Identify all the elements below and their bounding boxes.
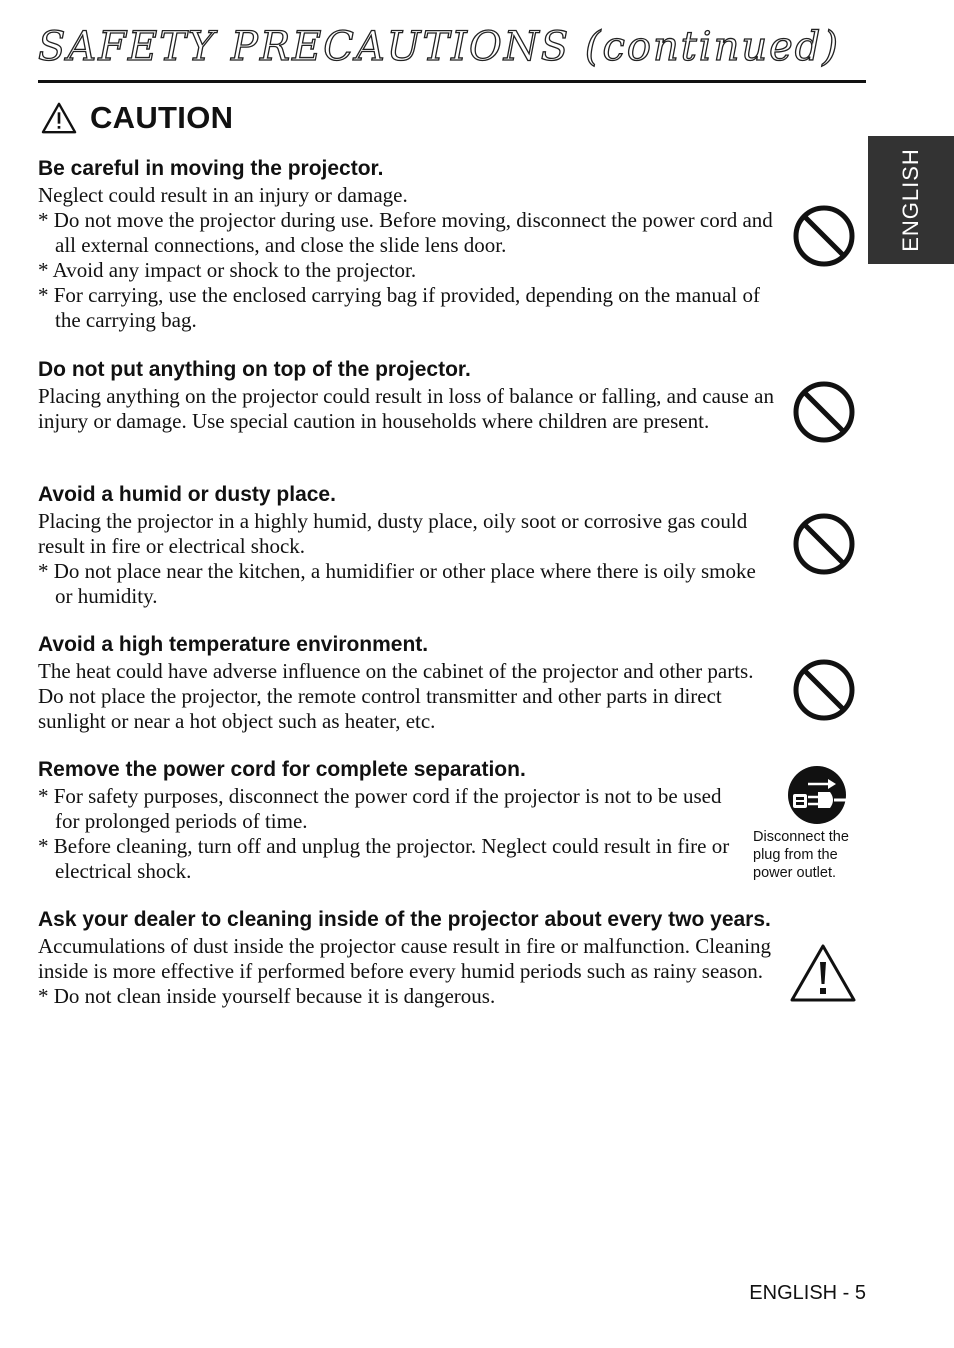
section-text: Accumulations of dust inside the projector cause result in fire or malfunction. Cleaning inside is more effective if performed before every humid periods such as rainy season. <box>38 934 772 983</box>
section-bullet: * Before cleaning, turn off and unplug the projector. Neglect could result in fire or electrical shock. <box>38 834 730 883</box>
unplug-icon <box>786 764 848 826</box>
section-humid-dusty <box>38 482 778 609</box>
section-bullet: * Do not clean inside yourself because it is dangerous. <box>38 984 496 1008</box>
language-tab-label: ENGLISH <box>898 148 923 252</box>
unplug-icon-caption: Disconnect the plug from the power outlet. <box>753 829 849 881</box>
section-bullet: * For carrying, use the enclosed carrying bag if provided, depending on the manual of the carrying bag. <box>38 283 760 332</box>
prohibition-icon <box>792 380 856 444</box>
caution-triangle-icon <box>40 101 78 135</box>
language-tab <box>868 136 954 264</box>
title-divider <box>38 80 866 83</box>
prohibition-icon <box>792 204 856 268</box>
caution-header <box>40 100 233 136</box>
section-dealer-cleaning <box>38 907 773 1009</box>
section-heading: Do not put anything on top of the projector. <box>38 358 471 381</box>
prohibition-icon <box>792 658 856 722</box>
section-bullet: * Avoid any impact or shock to the projector. <box>38 258 417 282</box>
page-number: ENGLISH - 5 <box>749 1282 866 1304</box>
section-heading: Avoid a humid or dusty place. <box>38 483 336 506</box>
section-bullet: * Do not move the projector during use. Before moving, disconnect the power cord and all external connections, and close the slide lens door. <box>38 208 773 257</box>
section-text: Placing the projector in a highly humid, dusty place, oily soot or corrosive gas could result in fire or electrical shock. <box>38 509 748 558</box>
page-title: SAFETY PRECAUTIONS (continued) <box>38 24 840 70</box>
section-top-items <box>38 357 778 434</box>
section-power-cord <box>38 757 738 884</box>
section-high-temperature <box>38 632 778 734</box>
section-heading: Ask your dealer to cleaning inside of the projector about every two years. <box>38 908 771 931</box>
section-text: Neglect could result in an injury or damage. <box>38 183 408 207</box>
section-heading: Remove the power cord for complete separation. <box>38 758 526 781</box>
section-moving <box>38 156 778 333</box>
section-text: The heat could have adverse influence on the cabinet of the projector and other parts. Do not place the projector, the remote control transmitter and other parts in direct sunlight or near a hot object such as heater, etc. <box>38 659 754 733</box>
section-heading: Avoid a high temperature environment. <box>38 633 429 656</box>
section-bullet: * For safety purposes, disconnect the power cord if the projector is not to be used for prolonged periods of time. <box>38 784 722 833</box>
caution-label: CAUTION <box>90 100 234 135</box>
section-bullet: * Do not place near the kitchen, a humidifier or other place where there is oily smoke or humidity. <box>38 559 756 608</box>
section-heading: Be careful in moving the projector. <box>38 157 384 180</box>
section-text: Placing anything on the projector could result in loss of balance or falling, and cause an injury or damage. Use special caution in households where children are present. <box>38 384 774 433</box>
prohibition-icon <box>792 512 856 576</box>
warning-triangle-icon <box>788 942 858 1004</box>
